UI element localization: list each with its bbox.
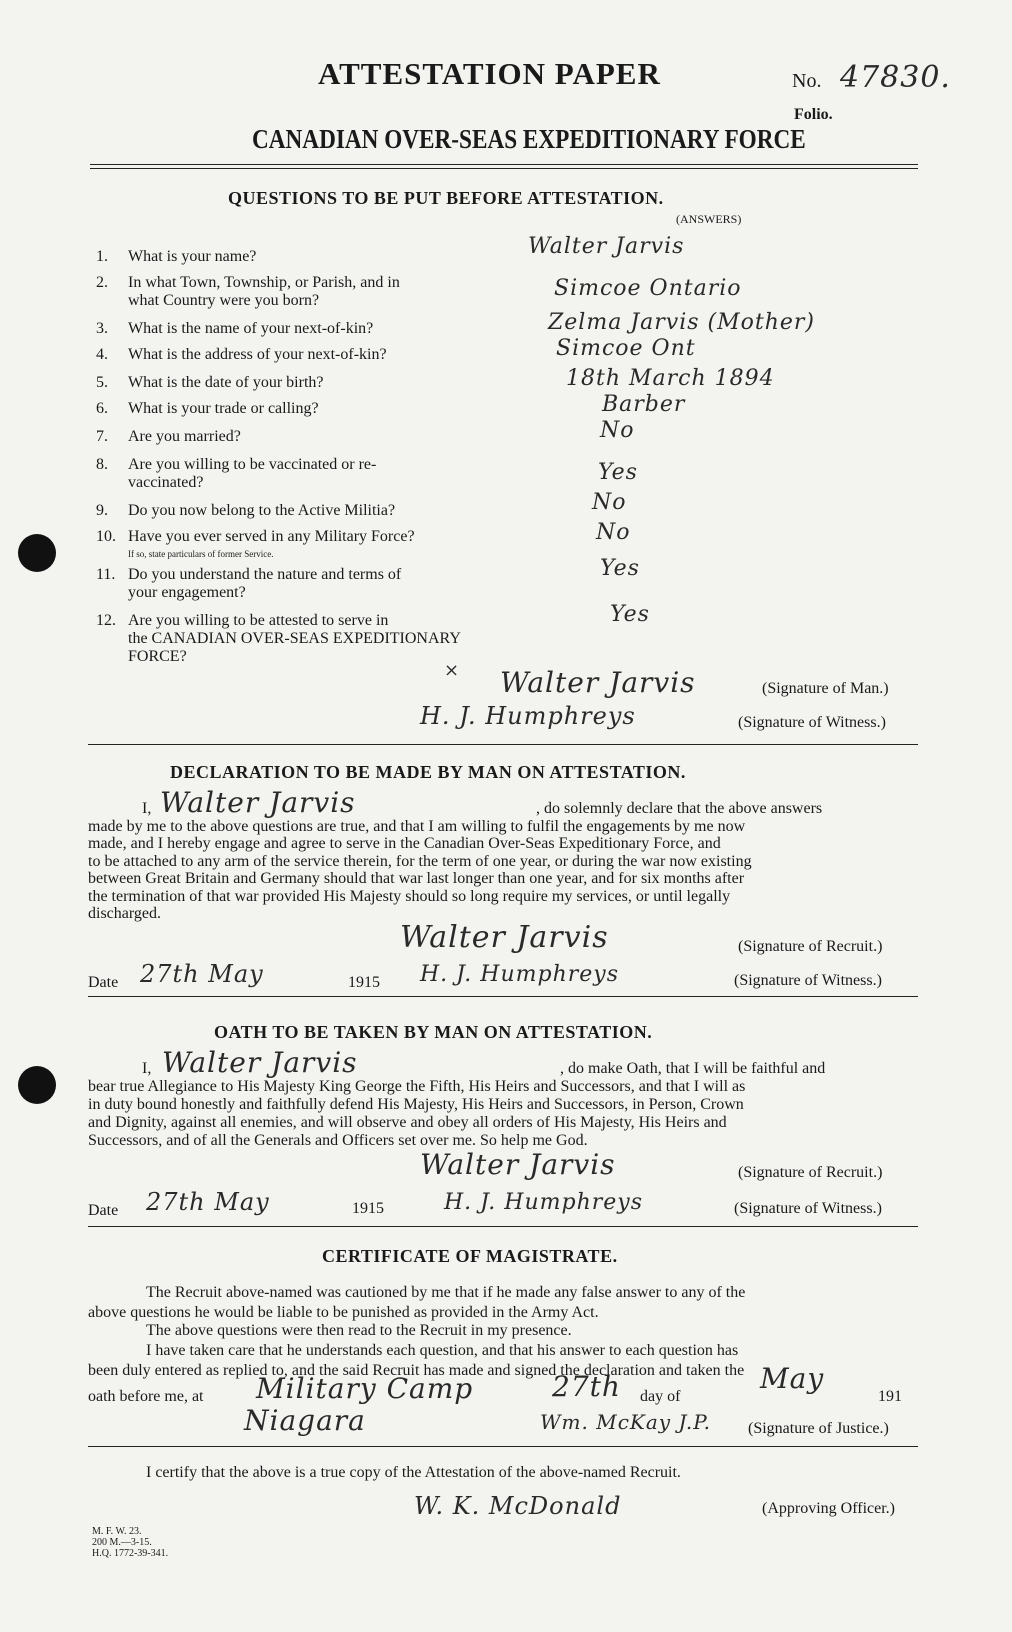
mark-x: ×	[444, 660, 461, 681]
form-code-1: M. F. W. 23.	[92, 1526, 142, 1537]
declaration-witness-label: (Signature of Witness.)	[734, 972, 882, 989]
certify-text: I certify that the above is a true copy of the Attestation of the above-named Recruit.	[146, 1464, 681, 1481]
attestation-number: 47830.	[840, 60, 951, 95]
answer-value: Yes	[598, 460, 638, 485]
answer-value: Barber	[602, 392, 686, 417]
question-text: In what Town, Township, or Parish, and in	[128, 274, 400, 291]
justice-label: (Signature of Justice.)	[748, 1420, 889, 1437]
man-signature-label: (Signature of Man.)	[762, 680, 889, 697]
declaration-text-line: discharged.	[88, 905, 162, 922]
certificate-heading: CERTIFICATE OF MAGISTRATE.	[322, 1246, 618, 1266]
witness-signature-1: H. J. Humphreys	[420, 702, 636, 730]
man-signature: Walter Jarvis	[500, 666, 696, 699]
question-number: 1.	[96, 248, 108, 265]
question-number: 4.	[96, 346, 108, 363]
question-number: 3.	[96, 320, 108, 337]
justice-signature: Wm. McKay J.P.	[540, 1410, 712, 1434]
declaration-recruit-signature: Walter Jarvis	[400, 920, 609, 955]
question-number: 5.	[96, 374, 108, 391]
question-text: Are you willing to be vaccinated or re-	[128, 456, 377, 473]
question-text-continued: the CANADIAN OVER-SEAS EXPEDITIONARY	[128, 630, 461, 647]
declaration-date: 27th May	[140, 960, 264, 988]
oath-name-prefix: I,	[142, 1060, 152, 1077]
form-code-2: 200 M.—3-15.	[92, 1537, 152, 1548]
question-text-continued: what Country were you born?	[128, 292, 320, 309]
answer-value: Simcoe Ont	[556, 336, 696, 361]
oath-text-line: in duty bound honestly and faithfully defend His Majesty, His Heirs and Successors, in Person, Crown	[88, 1096, 744, 1113]
oath-recruit-signature: Walter Jarvis	[420, 1148, 616, 1181]
oath-text-line: bear true Allegiance to His Majesty King George the Fifth, His Heirs and Successors, and that I will as	[88, 1078, 746, 1095]
certificate-text-line: The above questions were then read to the Recruit in my presence.	[146, 1322, 572, 1339]
declaration-text-line: made by me to the above questions are true, and that I am willing to fulfil the engagements by me now	[88, 817, 746, 835]
question-text: What is the name of your next-of-kin?	[128, 320, 374, 337]
location-value: Niagara	[244, 1404, 366, 1437]
question-number: 12.	[96, 612, 116, 629]
answer-value: 18th March 1894	[566, 366, 775, 391]
place-value: Military Camp	[256, 1372, 474, 1405]
question-text-continued: FORCE?	[128, 648, 187, 665]
section-rule-1	[88, 744, 918, 745]
oath-before-label: oath before me, at	[88, 1388, 204, 1405]
oath-year: 1915	[352, 1200, 384, 1217]
declaration-date-label: Date	[88, 974, 119, 991]
oath-heading: OATH TO BE TAKEN BY MAN ON ATTESTATION.	[214, 1022, 653, 1042]
header-rule-top	[90, 164, 918, 165]
witness-signature-label-1: (Signature of Witness.)	[738, 714, 886, 731]
certificate-text-line: been duly entered as replied to, and the said Recruit has made and signed the declaration and taken the	[88, 1362, 745, 1379]
question-number: 10.	[96, 528, 116, 545]
folio-label: Folio.	[794, 106, 833, 123]
answer-value: Zelma Jarvis (Mother)	[548, 310, 815, 335]
declaration-text-line: between Great Britain and Germany should that war last longer than one year, and for six months after	[88, 870, 745, 887]
header-rule-bottom	[90, 168, 918, 169]
question-text-continued: vaccinated?	[128, 474, 204, 491]
answer-value: No	[596, 520, 631, 545]
answers-label: (ANSWERS)	[676, 212, 742, 226]
oath-text-line: and Dignity, against all enemies, and will observe and obey all orders of His Majesty, His Heirs and	[88, 1114, 727, 1131]
day-value: 27th	[552, 1370, 621, 1403]
answer-value: Yes	[610, 602, 650, 627]
form-code-3: H.Q. 1772-39-341.	[92, 1548, 169, 1559]
year-prefix: 191	[878, 1388, 902, 1405]
question-number: 7.	[96, 428, 108, 445]
oath-witness-label: (Signature of Witness.)	[734, 1200, 882, 1217]
question-number: 8.	[96, 456, 108, 473]
declaration-name-prefix: I,	[142, 800, 152, 817]
officer-label: (Approving Officer.)	[762, 1500, 895, 1517]
number-label: No.	[792, 70, 822, 92]
page-title: ATTESTATION PAPER	[318, 56, 661, 91]
binder-hole-upper	[18, 534, 56, 572]
section-rule-3	[88, 1226, 918, 1227]
oath-date: 27th May	[146, 1188, 270, 1216]
month-value: May	[760, 1362, 825, 1395]
declaration-text-line: , do solemnly declare that the above answers	[536, 800, 823, 817]
section-rule-4	[88, 1446, 918, 1447]
question-text: What is the date of your birth?	[128, 374, 324, 391]
question-number: 9.	[96, 502, 108, 519]
answer-value: Simcoe Ontario	[554, 276, 742, 301]
declaration-text-line: the termination of that war provided His Majesty should so long require my services, or until legally	[88, 887, 731, 905]
section-rule-2	[88, 996, 918, 997]
questions-heading: QUESTIONS TO BE PUT BEFORE ATTESTATION.	[228, 188, 664, 208]
question-text-continued: your engagement?	[128, 584, 246, 601]
oath-name: Walter Jarvis	[162, 1046, 358, 1079]
question-text: Have you ever served in any Military Force?	[128, 528, 415, 545]
declaration-text-line: to be attached to any arm of the service therein, for the term of one year, or during the war now existing	[88, 852, 752, 870]
oath-text-line: Successors, and of all the Generals and Officers set over me. So help me God.	[88, 1132, 588, 1149]
question-text: Are you married?	[128, 428, 241, 445]
question-number: 11.	[96, 566, 116, 583]
answer-value: No	[600, 418, 635, 443]
certificate-text-line: above questions he would be liable to be punished as provided in the Army Act.	[88, 1304, 599, 1321]
question-text: What is the address of your next-of-kin?	[128, 346, 387, 363]
declaration-recruit-label: (Signature of Recruit.)	[738, 938, 883, 955]
question-text: What is your trade or calling?	[128, 400, 319, 417]
declaration-year: 1915	[348, 974, 380, 991]
officer-signature: W. K. McDonald	[414, 1492, 622, 1520]
certificate-text-line: The Recruit above-named was cautioned by me that if he made any false answer to any of the	[146, 1284, 746, 1301]
question-number: 6.	[96, 400, 108, 417]
oath-witness-signature: H. J. Humphreys	[444, 1190, 643, 1215]
declaration-witness-signature: H. J. Humphreys	[420, 962, 619, 987]
question-text: What is your name?	[128, 248, 257, 265]
declaration-name: Walter Jarvis	[160, 786, 356, 819]
question-text: Do you now belong to the Active Militia?	[128, 502, 396, 519]
declaration-text-line: made, and I hereby engage and agree to serve in the Canadian Over-Seas Expeditionary Force, and	[88, 835, 721, 852]
certificate-text-line: I have taken care that he understands each question, and that his answer to each question has	[146, 1342, 739, 1359]
answer-value: No	[592, 490, 627, 515]
oath-recruit-label: (Signature of Recruit.)	[738, 1164, 883, 1181]
question-instruction: If so, state particulars of former Service.	[128, 549, 274, 559]
declaration-heading: DECLARATION TO BE MADE BY MAN ON ATTESTATION.	[170, 762, 686, 782]
answer-value: Yes	[600, 556, 640, 581]
binder-hole-lower	[18, 1066, 56, 1104]
day-of-label: day of	[640, 1388, 681, 1405]
oath-text-line: , do make Oath, that I will be faithful and	[560, 1060, 826, 1077]
oath-date-label: Date	[88, 1202, 119, 1219]
answer-value: Walter Jarvis	[528, 234, 685, 259]
question-text: Do you understand the nature and terms of	[128, 566, 402, 583]
form-subtitle: CANADIAN OVER-SEAS EXPEDITIONARY FORCE	[252, 124, 806, 154]
question-number: 2.	[96, 274, 108, 291]
question-text: Are you willing to be attested to serve in	[128, 612, 389, 629]
